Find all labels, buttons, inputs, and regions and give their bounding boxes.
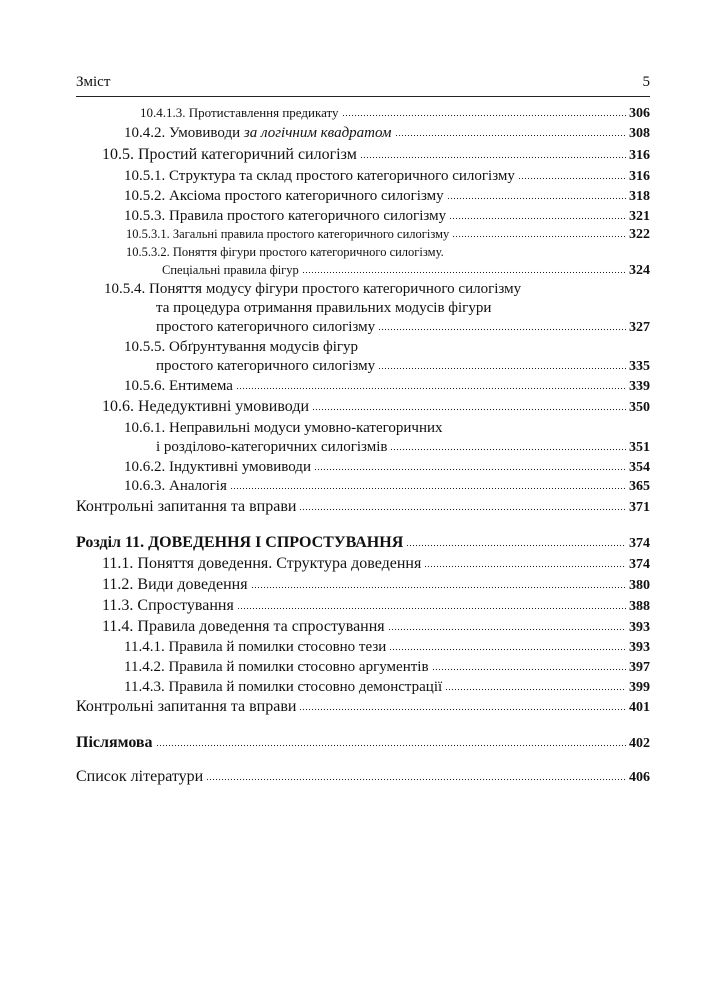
toc-entry-page: 316 (629, 169, 650, 184)
toc-entry-title: 11.4. Правила доведення та спростування (102, 618, 385, 635)
toc-entry-page: 324 (629, 263, 650, 278)
toc-entry[interactable] (124, 124, 650, 143)
toc-entry-title: Список літератури (76, 768, 204, 785)
toc-entry[interactable] (124, 658, 650, 677)
toc-leader-dots (449, 210, 626, 220)
toc-leader-dots (156, 737, 626, 747)
toc-entry-title: 10.4.1.3. Протиставлення предикату (140, 105, 339, 120)
toc-entry[interactable] (76, 498, 650, 517)
toc-entry-page: 354 (629, 460, 650, 475)
toc-entry[interactable] (126, 225, 650, 244)
toc-entry-page: 335 (629, 359, 650, 374)
toc-leader-dots (388, 621, 626, 631)
toc-leader-dots (378, 360, 626, 370)
toc-entry[interactable] (124, 477, 650, 496)
toc-entry-title: 10.5.6. Ентимема (124, 378, 233, 394)
toc-entry[interactable] (124, 678, 650, 697)
toc-entry[interactable] (140, 104, 650, 123)
toc-entry-page: 339 (629, 379, 650, 394)
toc-entry-page: 321 (629, 209, 650, 224)
toc-entry[interactable] (102, 576, 650, 595)
toc-entry-title: Спеціальні правила фігур (162, 263, 299, 277)
toc-entry[interactable] (102, 618, 650, 637)
toc-leader-dots (251, 579, 626, 589)
toc-entry-title: 11.3. Спростування (102, 597, 234, 614)
toc-leader-dots (206, 771, 626, 781)
toc-entry[interactable] (124, 638, 650, 657)
toc-entry-title: і розділово-категоричних силогізмів (156, 439, 388, 455)
toc-entry[interactable] (124, 207, 650, 226)
toc-entry-title: Післямова (76, 734, 153, 751)
toc-leader-dots (230, 480, 626, 490)
toc-entry-page: 350 (629, 400, 650, 415)
toc-leader-dots (360, 149, 626, 159)
toc-leader-dots (452, 228, 626, 238)
toc-leader-dots (342, 107, 626, 117)
toc-entry-title: Контрольні запитання та вправи (76, 498, 297, 515)
toc-entry-page: 388 (629, 599, 650, 614)
toc-entry-page: 397 (629, 660, 650, 675)
toc-entry-page: 380 (629, 578, 650, 593)
toc-entry-page: 399 (629, 680, 650, 695)
toc-entry-first-line: 10.5.4. Поняття модусу фігури простого категоричного силогізму (104, 281, 522, 297)
toc-leader-dots (518, 170, 626, 180)
toc-entry-title: 10.5.2. Аксіома простого категоричного силогізму (124, 188, 444, 204)
toc-entry[interactable] (124, 187, 650, 206)
toc-entry-title: 10.6.2. Індуктивні умовиводи (124, 459, 311, 475)
toc-leader-dots (314, 461, 626, 471)
running-header-page-number: 5 (642, 74, 650, 90)
toc-entry-chapter[interactable] (76, 534, 650, 553)
toc-entry[interactable] (156, 438, 650, 457)
toc-entry-title: 11.4.3. Правила й помилки стосовно демонстрації (124, 679, 443, 695)
toc-entry-title: 10.6. Недедуктивні умовиводи (102, 398, 310, 415)
toc-entry-second-line: та процедура отримання правильних модусів фігури (156, 300, 492, 316)
toc-entry-title: 10.5.3.1. Загальні правила простого категоричного силогізму (126, 227, 450, 241)
toc-entry-title-italic: за логічним квадратом (243, 125, 392, 141)
running-header-section: Зміст (76, 74, 111, 90)
toc-leader-dots (389, 641, 626, 651)
toc-entry[interactable] (124, 377, 650, 396)
toc-entry-page: 322 (629, 227, 650, 242)
toc-entry-title: 11.4.2. Правила й помилки стосовно аргументів (124, 659, 429, 675)
toc-entry-page: 374 (629, 536, 650, 551)
toc-leader-dots (299, 701, 626, 711)
toc-entry[interactable] (124, 458, 650, 477)
toc-leader-dots (445, 681, 626, 691)
toc-entry[interactable] (102, 146, 650, 165)
toc-entry-page: 374 (629, 557, 650, 572)
toc-entry[interactable] (156, 357, 650, 376)
toc-entry-page: 402 (629, 736, 650, 751)
toc-entry-first-line: 10.6.1. Неправильні модуси умовно-категоричних (124, 420, 443, 436)
toc-entry-title: 11.4.1. Правила й помилки стосовно тези (124, 639, 387, 655)
toc-entry-page: 393 (629, 620, 650, 635)
toc-entry[interactable] (102, 597, 650, 616)
toc-leader-dots (237, 600, 626, 610)
toc-entry-title: 10.5. Простий категоричний силогізм (102, 146, 357, 163)
toc-entry-page: 306 (629, 106, 650, 121)
toc-entry-title: простого категоричного силогізму (156, 358, 376, 374)
toc-leader-dots (424, 558, 626, 568)
toc-entry[interactable] (162, 261, 650, 280)
toc-entry-title: 11.2. Види доведення (102, 576, 248, 593)
toc-entry[interactable] (102, 398, 650, 417)
toc-entry-first-line: 10.5.5. Обґрунтування модусів фігур (124, 339, 359, 355)
toc-entry-page: 393 (629, 640, 650, 655)
toc-leader-dots (236, 380, 626, 390)
toc-entry-page: 401 (629, 700, 650, 715)
toc-entry-page: 365 (629, 479, 650, 494)
toc-entry-title: 10.6.3. Аналогія (124, 478, 227, 494)
toc-entry-afterword[interactable] (76, 734, 650, 753)
toc-entry-page: 316 (629, 148, 650, 163)
toc-entry[interactable] (156, 318, 650, 337)
toc-leader-dots (447, 190, 626, 200)
toc-leader-dots (378, 321, 626, 331)
toc-entry-title-prefix: 10.4.2. Умовиводи (124, 125, 244, 141)
toc-entry-bibliography[interactable] (76, 768, 650, 787)
toc-entry-title (124, 124, 392, 142)
toc-entry-title: 11.1. Поняття доведення. Структура доведення (102, 555, 422, 572)
toc-leader-dots (406, 537, 626, 547)
toc-leader-dots (312, 401, 626, 411)
toc-entry[interactable] (76, 698, 650, 717)
toc-entry-page: 371 (629, 500, 650, 515)
toc-entry-first-line: 10.5.3.2. Поняття фігури простого категоричного силогізму. (126, 245, 444, 259)
toc-leader-dots (302, 264, 626, 274)
toc-entry-page: 318 (629, 189, 650, 204)
toc-leader-dots (432, 661, 626, 671)
toc-entry-title: 10.5.3. Правила простого категоричного силогізму (124, 208, 447, 224)
toc-entry-page: 308 (629, 126, 650, 141)
toc-entry-page: 327 (629, 320, 650, 335)
toc-entry-page: 406 (629, 770, 650, 785)
toc-entry-title: Розділ 11. ДОВЕДЕННЯ І СПРОСТУВАННЯ (76, 534, 404, 551)
toc-leader-dots (395, 127, 627, 137)
toc-entry[interactable] (124, 167, 650, 186)
toc-leader-dots (390, 441, 626, 451)
toc-entry-title: простого категоричного силогізму (156, 319, 376, 335)
toc-entry-title: Контрольні запитання та вправи (76, 698, 297, 715)
toc-leader-dots (299, 501, 626, 511)
toc-entry-title: 10.5.1. Структура та склад простого категоричного силогізму (124, 168, 515, 184)
toc-entry-page: 351 (629, 440, 650, 455)
toc-entry[interactable] (102, 555, 650, 574)
